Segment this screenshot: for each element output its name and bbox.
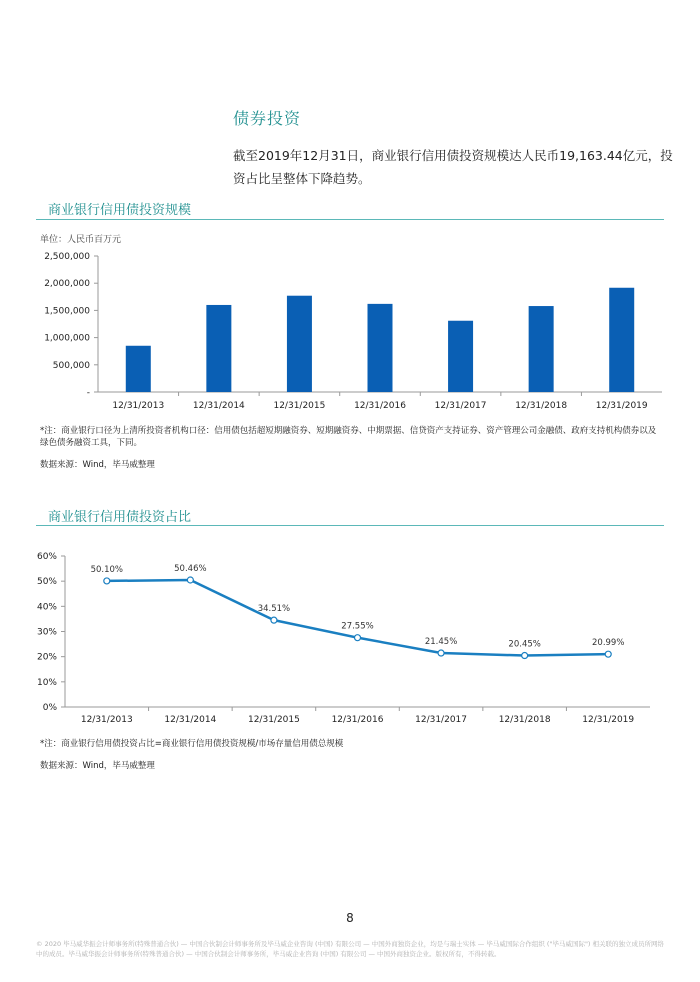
data-point [187, 577, 193, 583]
bar-chart-source: 数据来源：Wind，毕马威整理 [40, 460, 155, 470]
data-point [438, 650, 444, 656]
data-label: 20.99% [592, 638, 625, 649]
data-label: 21.45% [424, 637, 458, 648]
data-label: 34.51% [257, 604, 291, 615]
bar [529, 306, 554, 392]
line-y-tick-label: 20% [36, 652, 57, 663]
bar [448, 321, 473, 392]
bar [287, 296, 312, 392]
line-chart [0, 545, 700, 730]
page-number: 8 [346, 911, 354, 925]
bar [368, 304, 393, 392]
bar-chart-note: *注：商业银行口径为上清所投资者机构口径：信用债包括超短期融资券、短期融资券、中期票据、信贷资产支持证券、资产管理公司金融债、政府支持机构债券以及绿色债务融资工具，下同。 [40, 426, 657, 448]
data-label: 50.46% [174, 564, 207, 575]
bar-chart-divider [36, 219, 664, 220]
bar-y-tick-label: 500,000 [52, 360, 90, 371]
bar-x-tick-label: 12/31/2016 [354, 401, 406, 411]
line-chart-source: 数据来源：Wind，毕马威整理 [40, 761, 155, 771]
data-point [355, 635, 361, 641]
line-y-tick-label: 30% [36, 627, 57, 638]
bar-y-tick-label: - [86, 388, 90, 398]
section-title: 债券投资 [233, 109, 302, 128]
data-label: 50.10% [90, 564, 123, 575]
bar [126, 346, 151, 392]
bar-chart-unit: 单位：人民币百万元 [40, 235, 122, 245]
data-label: 20.45% [508, 639, 541, 650]
data-point [271, 617, 277, 623]
bar-y-tick-label: 1,000,000 [44, 333, 90, 344]
line-x-tick-label: 12/31/2013 [80, 715, 133, 725]
line-y-tick-label: 10% [36, 677, 57, 688]
bar [206, 305, 231, 392]
line-chart-divider [36, 525, 664, 526]
bar-x-tick-label: 12/31/2014 [192, 401, 245, 411]
line-x-tick-label: 12/31/2017 [415, 715, 468, 725]
line-y-tick-label: 40% [36, 602, 57, 613]
bar-x-tick-label: 12/31/2019 [595, 401, 648, 411]
bar-chart [0, 240, 700, 420]
bar-chart-heading: 商业银行信用债投资规模 [48, 203, 192, 218]
bar-x-tick-label: 12/31/2018 [515, 401, 568, 411]
data-point [522, 653, 528, 659]
bar-y-tick-label: 2,500,000 [44, 252, 90, 262]
bar [609, 288, 634, 392]
bar-x-tick-label: 12/31/2013 [112, 401, 165, 411]
bar-x-tick-label: 12/31/2017 [434, 401, 487, 411]
data-point [104, 578, 110, 584]
line-x-tick-label: 12/31/2014 [164, 715, 217, 725]
bar-y-tick-label: 2,000,000 [44, 279, 90, 290]
line-chart-heading: 商业银行信用债投资占比 [48, 510, 192, 525]
line-y-tick-label: 60% [36, 552, 57, 562]
intro-paragraph: 截至2019年12月31日，商业银行信用债投资规模达人民币19,163.44亿元，投资占比呈整体下降趋势。 [233, 148, 673, 186]
data-label: 27.55% [341, 621, 374, 632]
line-x-tick-label: 12/31/2019 [582, 715, 635, 725]
line-x-tick-label: 12/31/2018 [498, 715, 551, 725]
line-chart-note: *注：商业银行信用债投资占比=商业银行信用债投资规模/市场存量信用债总规模 [40, 739, 344, 749]
line-x-tick-label: 12/31/2016 [331, 715, 384, 725]
line-y-tick-label: 0% [42, 703, 57, 713]
bar-y-tick-label: 1,500,000 [44, 306, 90, 317]
line-x-tick-label: 12/31/2015 [247, 715, 300, 725]
data-point [605, 651, 611, 657]
bar-x-tick-label: 12/31/2015 [273, 401, 326, 411]
footer-disclaimer: © 2020 毕马威华振会计师事务所(特殊普通合伙) — 中国合伙制会计师事务所及毕马威企业咨询 (中国) 有限公司 — 中国外商独资企业，均是与瑞士实体 — 毕马威国际合作组织 ("毕马威国际") 相关联的独立成员所网络中的成员。毕马威华振会计师事务所(特殊普通合伙) — 中国合伙制会计师事务所，毕马威企业咨询 (中国) 有限公司 — 中国外商独资企业。版权所有，不得转载。 [36, 940, 665, 958]
line-y-tick-label: 50% [36, 577, 57, 588]
